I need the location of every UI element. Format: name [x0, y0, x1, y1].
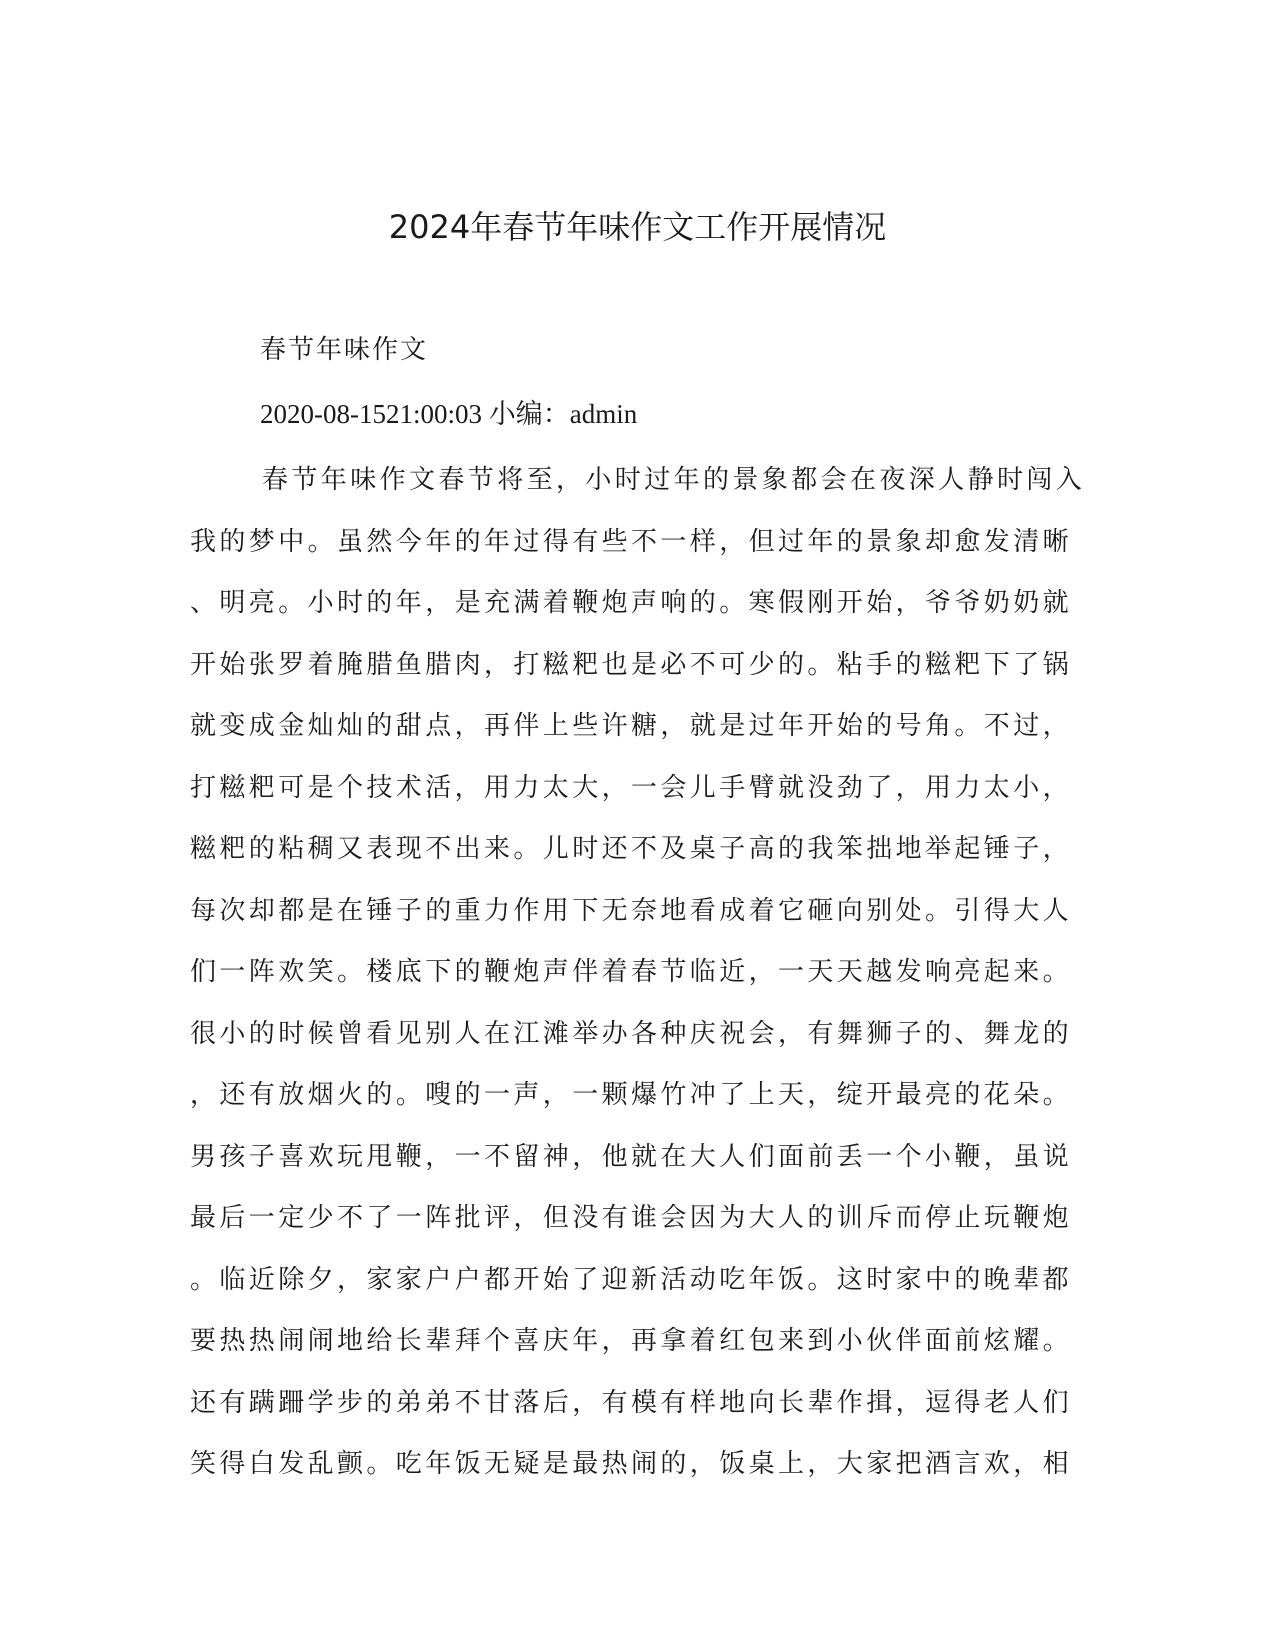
body-line: 、明亮。小时的年，是充满着鞭炮声响的。寒假刚开始，爷爷奶奶就 — [190, 588, 1073, 618]
body-line: 男孩子喜欢玩甩鞭，一不留神，他就在大人们面前丢一个小鞭，虽说 — [190, 1141, 1073, 1172]
body-line: 打糍粑可是个技术活，用力太大，一会儿手臂就没劲了，用力太小， — [190, 772, 1073, 803]
body-line: 要热热闹闹地给长辈拜个喜庆年，再拿着红包来到小伙伴面前炫耀。 — [190, 1326, 1073, 1356]
body-line: 每次却都是在锤子的重力作用下无奈地看成着它砸向别处。引得大人 — [190, 895, 1073, 926]
body-line: 最后一定少不了一阵批评，但没有谁会因为大人的训斥而停止玩鞭炮 — [190, 1203, 1073, 1233]
document-subtitle: 春节年味作文 — [260, 335, 429, 365]
body-line: 笑得白发乱颤。吃年饭无疑是最热闹的，饭桌上，大家把酒言欢，相 — [190, 1449, 1073, 1479]
body-line: ，还有放烟火的。嗖的一声，一颗爆竹冲了上天，绽开最亮的花朵。 — [190, 1080, 1073, 1110]
body-line: 春节年味作文春节将至，小时过年的景象都会在夜深人静时闯入 — [262, 465, 1086, 495]
body-line: 就变成金灿灿的甜点，再伴上些许糖，就是过年开始的号角。不过， — [190, 711, 1073, 741]
body-line: 我的梦中。虽然今年的年过得有些不一样，但过年的景象却愈发清晰 — [190, 526, 1073, 557]
body-line: 。临近除夕，家家户户都开始了迎新活动吃年饭。这时家中的晚辈都 — [190, 1264, 1073, 1295]
body-line: 糍粑的粘稠又表现不出来。儿时还不及桌子高的我笨拙地举起锤子， — [190, 834, 1073, 864]
body-line: 们一阵欢笑。楼底下的鞭炮声伴着春节临近，一天天越发响亮起来。 — [190, 957, 1073, 987]
document-title: 2024年春节年味作文工作开展情况 — [388, 208, 887, 246]
body-line: 很小的时候曾看见别人在江滩举办各种庆祝会，有舞狮子的、舞龙的 — [190, 1018, 1073, 1049]
body-paragraph — [190, 450, 1090, 1496]
body-line: 开始张罗着腌腊鱼腊肉，打糍粑也是必不可少的。粘手的糍粑下了锅 — [190, 649, 1073, 680]
document-meta: 2020-08-1521:00:03 小编：admin — [260, 399, 638, 429]
body-line: 还有蹒跚学步的弟弟不甘落后，有模有样地向长辈作揖，逗得老人们 — [190, 1387, 1073, 1418]
